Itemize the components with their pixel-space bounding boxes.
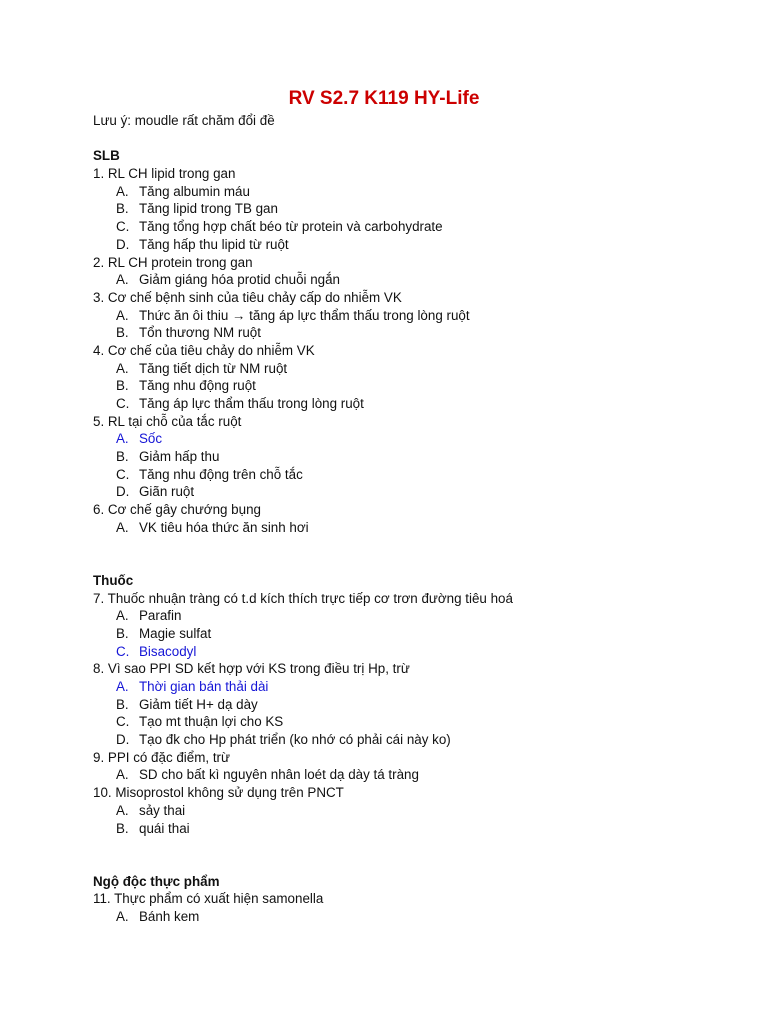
option-text: Tạo đk cho Hp phát triển (ko nhớ có phải cái này ko) xyxy=(139,732,451,748)
answer-option xyxy=(93,607,733,625)
option-text: Parafin xyxy=(139,608,182,624)
question-line: 8. Vì sao PPI SD kết hợp với KS trong điều trị Hp, trừ xyxy=(93,661,410,677)
option-letter: A. xyxy=(116,183,129,199)
option-text: Tăng nhu động trên chỗ tắc xyxy=(139,466,303,482)
answer-option xyxy=(93,766,733,784)
option-letter: A. xyxy=(116,802,129,818)
option-letter: B. xyxy=(116,325,129,341)
option-text: Giảm hấp thu xyxy=(139,449,220,465)
option-letter: B. xyxy=(116,625,129,641)
answer-option xyxy=(93,200,733,218)
option-text: Tăng albumin máu xyxy=(139,183,250,199)
option-letter: A. xyxy=(116,908,129,924)
answer-option xyxy=(93,519,733,537)
answer-option xyxy=(93,713,733,731)
document-title: RV S2.7 K119 HY-Life xyxy=(288,88,480,109)
option-text: Bisacodyl xyxy=(139,643,197,659)
question-line: 2. RL CH protein trong gan xyxy=(93,254,253,270)
answer-option xyxy=(93,678,733,696)
option-letter: D. xyxy=(116,236,130,252)
option-text: Magie sulfat xyxy=(139,625,212,641)
option-letter: A. xyxy=(116,360,129,376)
answer-option xyxy=(93,377,733,395)
option-text: Tăng nhu động ruột xyxy=(139,378,256,394)
option-text: quái thai xyxy=(139,820,190,836)
answer-option xyxy=(93,183,733,201)
option-letter: C. xyxy=(116,466,130,482)
option-text: SD cho bất kì nguyên nhân loét dạ dày tá tràng xyxy=(139,767,419,783)
option-text: Tăng tiết dịch từ NM ruột xyxy=(139,360,288,376)
option-text: Giảm tiết H+ dạ dày xyxy=(139,696,258,712)
answer-option xyxy=(93,802,733,820)
option-letter: A. xyxy=(116,608,129,624)
answer-option xyxy=(93,466,733,484)
option-letter: B. xyxy=(116,820,129,836)
section-heading: Thuốc xyxy=(93,572,134,588)
answer-option xyxy=(93,307,733,325)
question-line: 4. Cơ chế của tiêu chảy do nhiễm VK xyxy=(93,342,315,358)
option-letter: B. xyxy=(116,449,129,465)
option-text: sảy thai xyxy=(139,802,186,818)
option-text: Giãn ruột xyxy=(139,484,195,500)
option-text: Tăng tổng hợp chất béo từ protein và carbohydrate xyxy=(139,219,443,235)
option-letter: C. xyxy=(116,714,130,730)
option-letter: A. xyxy=(116,307,129,323)
sections-container xyxy=(93,147,733,925)
answer-option xyxy=(93,448,733,466)
option-letter: B. xyxy=(116,378,129,394)
option-text: Giảm giáng hóa protid chuỗi ngắn xyxy=(139,272,340,288)
question-line: 9. PPI có đặc điểm, trừ xyxy=(93,749,230,765)
option-text: Thời gian bán thải dài xyxy=(139,679,269,695)
answer-option xyxy=(93,395,733,413)
option-text: Tăng hấp thu lipid từ ruột xyxy=(139,236,289,252)
option-text: Tăng áp lực thẩm thấu trong lòng ruột xyxy=(139,396,364,411)
answer-option xyxy=(93,218,733,236)
option-letter: A. xyxy=(116,679,129,695)
answer-option xyxy=(93,820,733,838)
option-letter: B. xyxy=(116,696,129,712)
option-letter: A. xyxy=(116,431,129,447)
question-line: 6. Cơ chế gây chướng bụng xyxy=(93,502,261,518)
question-line: 3. Cơ chế bệnh sinh của tiêu chảy cấp do nhiễm VK xyxy=(93,289,402,305)
option-text: Thức ăn ôi thiu → tăng áp lực thẩm thấu trong lòng ruột xyxy=(139,307,470,323)
answer-option xyxy=(93,324,733,342)
question-line: 11. Thực phẩm có xuất hiện samonella xyxy=(93,891,324,907)
answer-option xyxy=(93,643,733,661)
section-heading: Ngộ độc thực phẩm xyxy=(93,873,220,889)
question-line: 10. Misoprostol không sử dụng trên PNCT xyxy=(93,785,344,801)
section-heading: SLB xyxy=(93,148,120,164)
option-letter: D. xyxy=(116,732,130,748)
option-text: Tăng lipid trong TB gan xyxy=(139,201,278,217)
answer-option xyxy=(93,430,733,448)
document-content xyxy=(93,112,733,926)
option-letter: C. xyxy=(116,643,130,659)
option-text: Sốc xyxy=(139,431,163,447)
question-line: 5. RL tại chỗ của tắc ruột xyxy=(93,413,242,429)
note-line: Lưu ý: moudle rất chăm đổi đề xyxy=(93,113,275,128)
answer-option xyxy=(93,625,733,643)
answer-option xyxy=(93,731,733,749)
option-letter: A. xyxy=(116,272,129,288)
answer-option xyxy=(93,236,733,254)
answer-option xyxy=(93,908,733,926)
question-line: 1. RL CH lipid trong gan xyxy=(93,166,236,182)
option-letter: A. xyxy=(116,767,129,783)
option-letter: B. xyxy=(116,201,129,217)
answer-option xyxy=(93,483,733,501)
answer-option xyxy=(93,360,733,378)
option-letter: C. xyxy=(116,219,130,235)
option-text: VK tiêu hóa thức ăn sinh hơi xyxy=(139,519,309,535)
option-letter: A. xyxy=(116,519,129,535)
option-text: Tổn thương NM ruột xyxy=(139,325,261,341)
answer-option xyxy=(93,271,733,289)
question-line: 7. Thuốc nhuận tràng có t.d kích thích trực tiếp cơ trơn đường tiêu hoá xyxy=(93,590,513,606)
answer-option xyxy=(93,696,733,714)
option-letter: D. xyxy=(116,484,130,500)
option-letter: C. xyxy=(116,396,130,411)
option-text: Bánh kem xyxy=(139,908,200,924)
option-text: Tạo mt thuận lợi cho KS xyxy=(139,714,284,730)
